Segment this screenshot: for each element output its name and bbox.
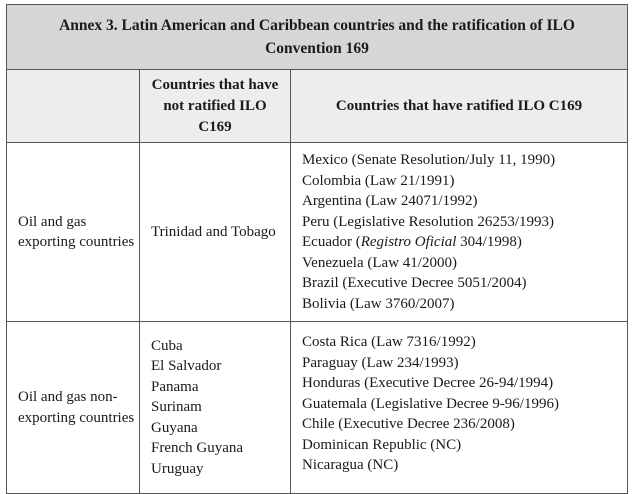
category-cell: Oil and gas non-exporting countries	[7, 322, 140, 494]
list-item: Guatemala (Legislative Decree 9-96/1996)	[302, 395, 559, 412]
list-item: Honduras (Executive Decree 26-94/1994)	[302, 375, 554, 391]
list-item: Chile (Executive Decree 236/2008)	[302, 416, 515, 432]
list-item: Uruguay	[151, 460, 204, 477]
list-item: Nicaragua (NC)	[302, 457, 399, 473]
list-item: Brazil (Executive Decree 5051/2004)	[302, 275, 527, 291]
list-item: Colombia (Law 21/1991)	[302, 172, 455, 189]
annex-table	[6, 4, 628, 494]
header-not-ratified: Countries that have not ratified ILO C169	[140, 70, 291, 143]
list-item: Mexico (Senate Resolution/July 11, 1990)	[302, 152, 556, 168]
list-item: Peru (Legislative Resolution 26253/1993)	[302, 213, 555, 230]
list-item: Cuba	[151, 337, 183, 354]
list-item: Bolivia (Law 3760/2007)	[302, 295, 455, 312]
list-item: French Guyana	[151, 440, 244, 457]
list-item: Paraguay (Law 234/1993)	[302, 354, 459, 371]
list-item: Trinidad and Tobago	[151, 223, 276, 240]
list-item: Venezuela (Law 41/2000)	[302, 254, 457, 271]
list-item: Surinam	[151, 399, 202, 416]
header-row	[7, 70, 628, 143]
ratified-cell	[291, 322, 628, 494]
category-cell: Oil and gas exporting countries	[7, 143, 140, 322]
list-item: Guyana	[151, 419, 198, 436]
list-item: Costa Rica (Law 7316/1992)	[302, 334, 476, 350]
list-item: Dominican Republic (NC)	[302, 436, 462, 453]
list-item: Argentina (Law 24071/1992)	[302, 193, 478, 209]
header-category	[7, 70, 140, 143]
header-ratified: Countries that have ratified ILO C169	[291, 70, 628, 143]
not-ratified-cell	[140, 322, 291, 494]
ratified-cell	[291, 143, 628, 322]
table-row	[7, 322, 628, 494]
list-item: El Salvador	[151, 358, 222, 375]
list-item: Ecuador (Registro Oficial 304/1998)	[302, 234, 522, 250]
not-ratified-cell	[140, 143, 291, 322]
table-title: Annex 3. Latin American and Caribbean countries and the ratification of ILO Convention 169	[7, 5, 628, 70]
list-item: Panama	[151, 378, 199, 395]
table-row	[7, 143, 628, 322]
